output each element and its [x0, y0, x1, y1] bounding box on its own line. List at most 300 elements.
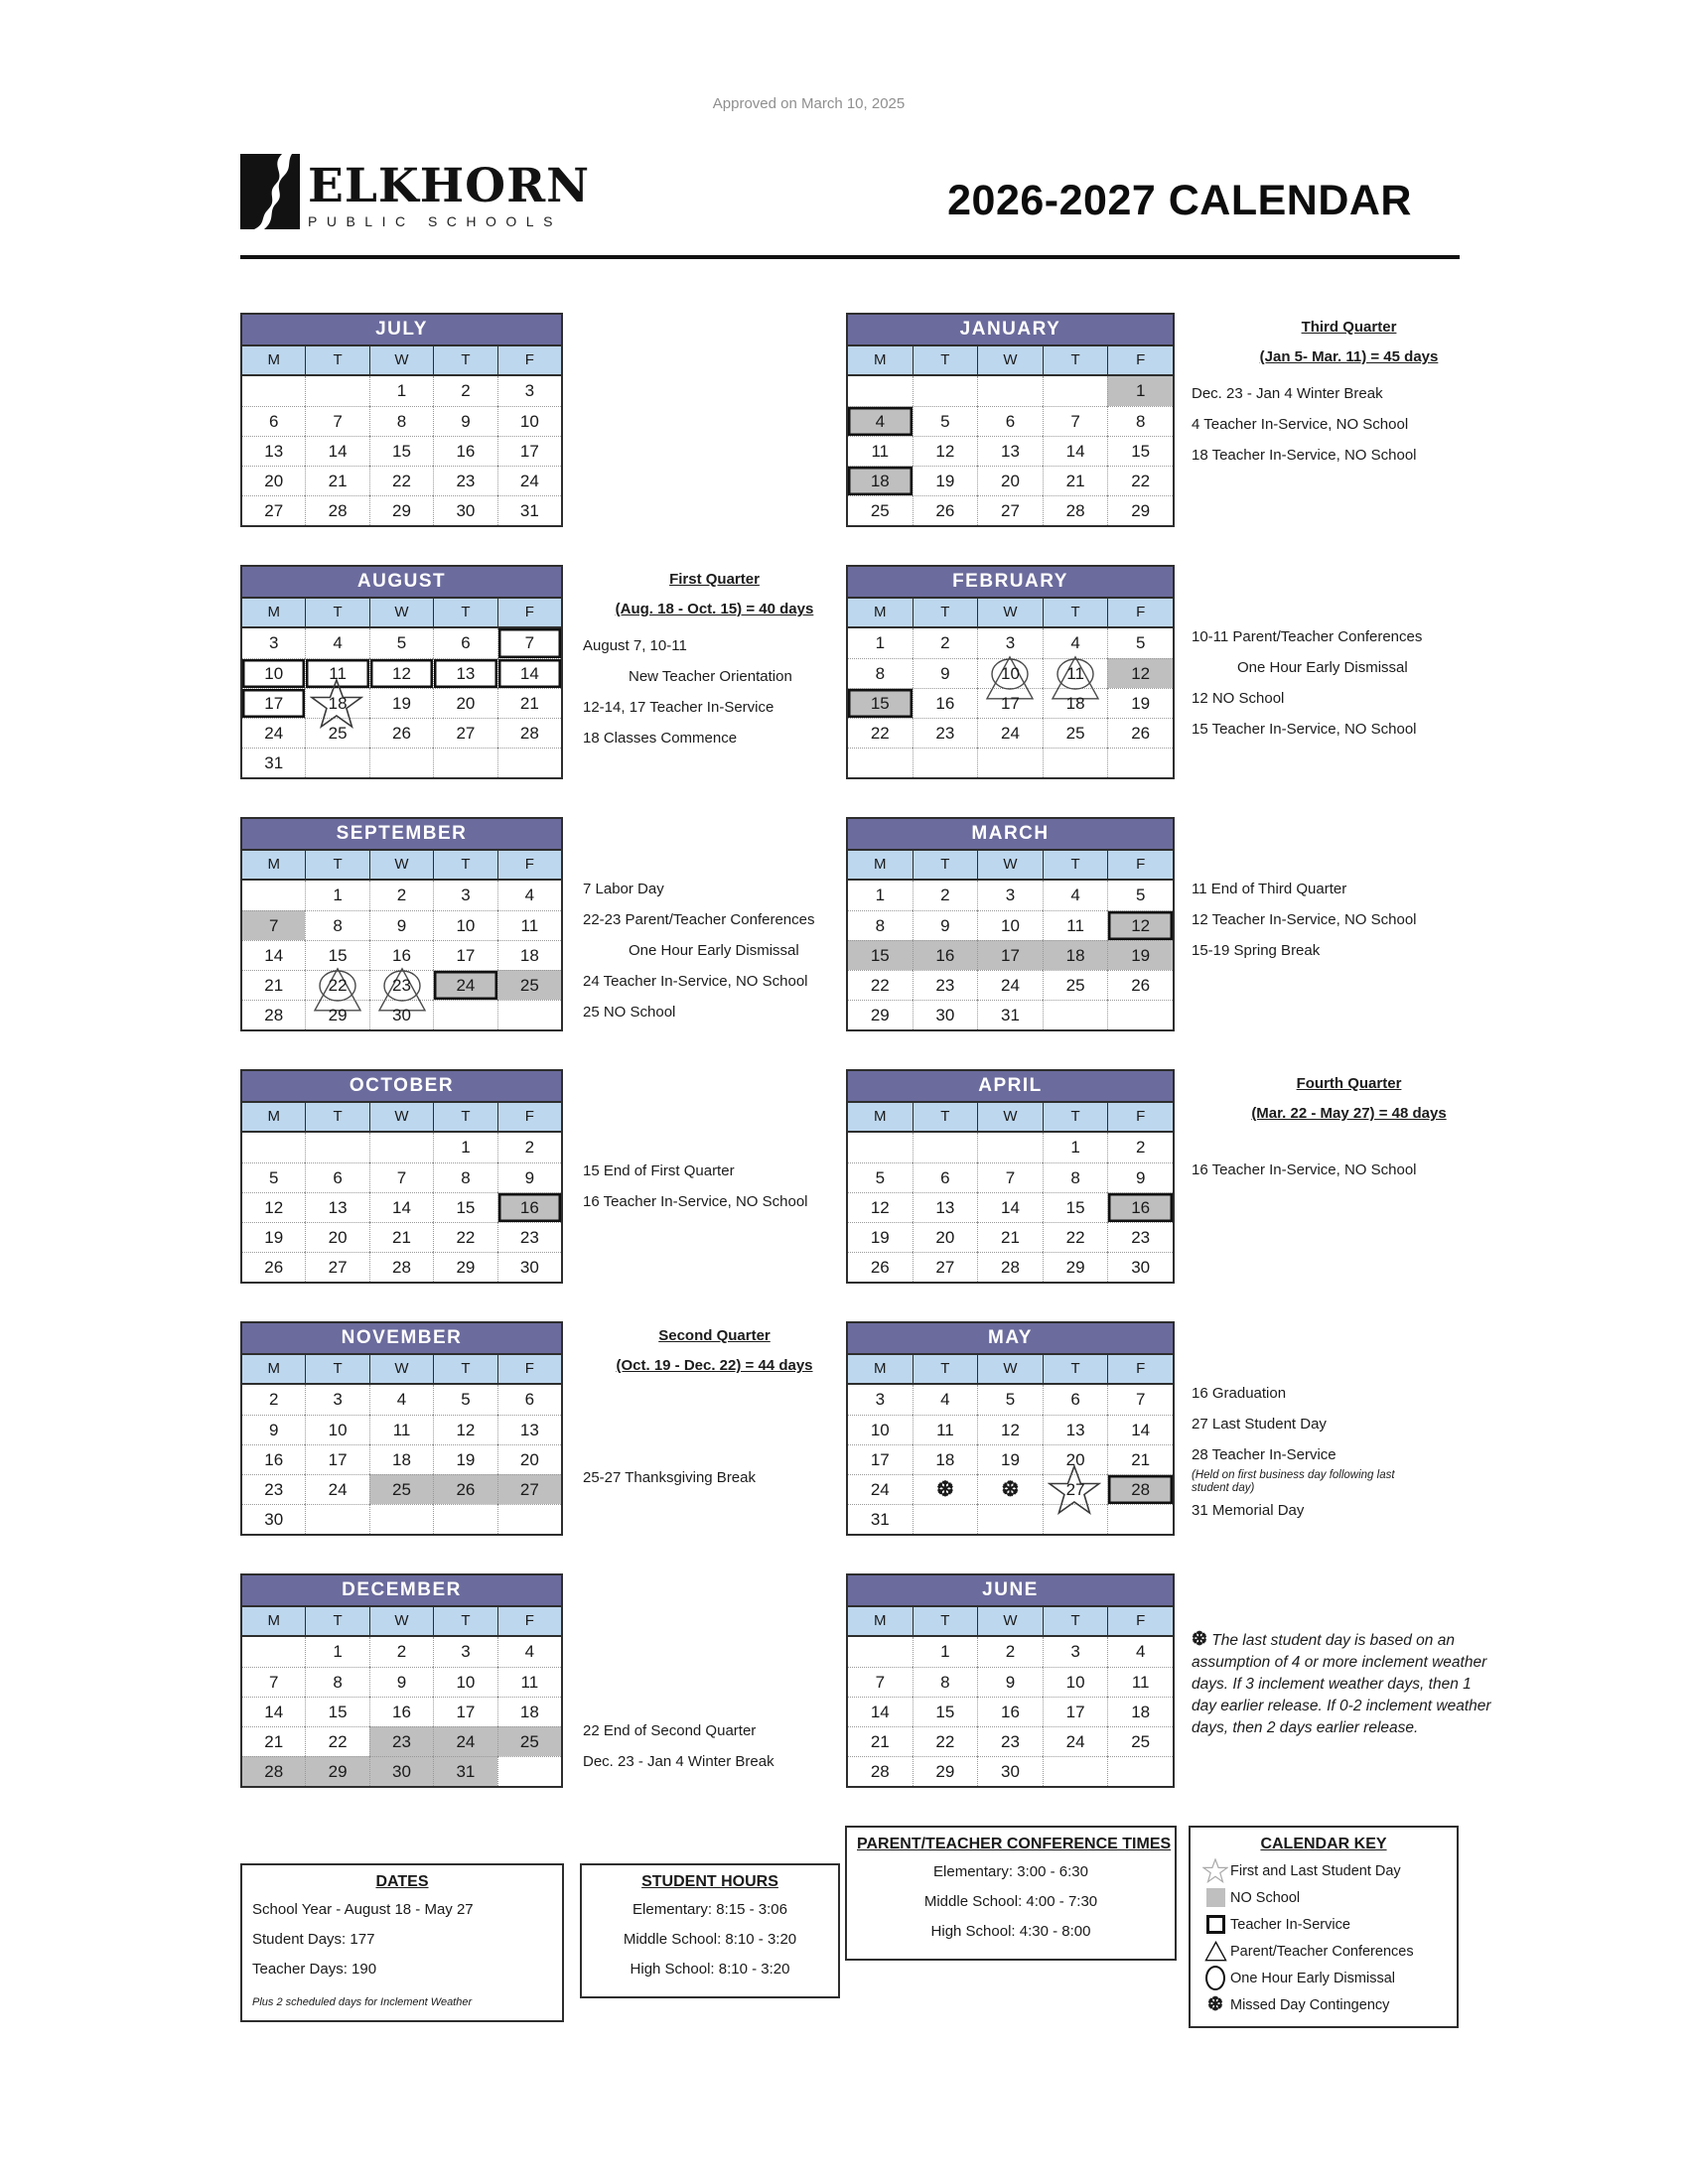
- day-number: 6: [524, 1390, 535, 1409]
- day-cell: [977, 748, 1043, 777]
- day-number: 29: [328, 1006, 348, 1024]
- note-line: 16 Teacher In-Service, NO School: [1192, 1161, 1417, 1178]
- day-cell: [305, 466, 368, 495]
- day-number: 15: [328, 1703, 348, 1721]
- day-cell: [1043, 688, 1108, 718]
- day-cell: [848, 376, 913, 406]
- day-number: 27: [328, 1258, 348, 1277]
- month-february: [846, 565, 1175, 779]
- day-cell: [1043, 1222, 1108, 1252]
- day-cell: [977, 1726, 1043, 1756]
- day-cell: [242, 688, 305, 718]
- calendar-row-1: [240, 313, 1506, 527]
- day-cell: [497, 1667, 561, 1697]
- day-number: 23: [519, 1228, 539, 1247]
- day-cell: [305, 1756, 368, 1786]
- notes-third-quarter: [1192, 313, 1506, 527]
- day-cell: [305, 1444, 368, 1474]
- day-cell: [977, 718, 1043, 748]
- weekday-label: T: [1043, 599, 1108, 626]
- note-line: 4 Teacher In-Service, NO School: [1192, 416, 1409, 433]
- day-cell: [1043, 1697, 1108, 1726]
- quarter-range: (Aug. 18 - Oct. 15) = 40 days: [615, 601, 814, 617]
- notes-december: [583, 1573, 846, 1788]
- month-title: APRIL: [848, 1071, 1173, 1103]
- month-title: SEPTEMBER: [242, 819, 561, 851]
- day-cell: [1107, 1474, 1173, 1504]
- day-cell: [1043, 1637, 1108, 1667]
- weekday-label: F: [497, 1607, 561, 1635]
- key-icon-cell: [1200, 1995, 1230, 2014]
- day-number: 27: [456, 724, 476, 743]
- day-cell: [977, 1000, 1043, 1029]
- day-cell: [242, 658, 305, 688]
- weekday-label: M: [874, 856, 887, 873]
- quarter-range: (Jan 5- Mar. 11) = 45 days: [1259, 348, 1439, 365]
- day-cell: [369, 1444, 433, 1474]
- day-number: 27: [264, 501, 284, 520]
- day-cell: [497, 748, 561, 777]
- calendar-key-title: CALENDAR KEY: [1260, 1836, 1387, 1852]
- day-cell: [242, 1726, 305, 1756]
- calendar-row-5: [240, 1321, 1506, 1536]
- day-cell: [305, 1000, 368, 1029]
- day-cell: [1107, 1133, 1173, 1162]
- key-item: [1200, 1965, 1447, 1991]
- day-cell: [977, 1444, 1043, 1474]
- day-cell: [1043, 881, 1108, 910]
- day-cell: [242, 1133, 305, 1162]
- day-number: 21: [328, 472, 348, 490]
- day-number: 21: [1065, 472, 1085, 490]
- day-cell: [242, 748, 305, 777]
- day-number: 28: [1065, 501, 1085, 520]
- note-line: 16 Graduation: [1192, 1385, 1287, 1402]
- day-number: 27: [1065, 1480, 1085, 1499]
- key-icon-cell: [1200, 1858, 1230, 1883]
- day-number: 1: [333, 886, 343, 904]
- day-cell: [242, 1504, 305, 1534]
- week-row: [848, 436, 1173, 466]
- weekday-label: W: [977, 1355, 1043, 1383]
- weekday-label: F: [1107, 599, 1173, 626]
- key-icon-cell: [1200, 1888, 1230, 1907]
- day-number: 5: [268, 1168, 279, 1187]
- day-cell: [497, 1697, 561, 1726]
- day-number: 15: [456, 1198, 476, 1217]
- day-cell: [369, 406, 433, 436]
- quarter-range: (Oct. 19 - Dec. 22) = 44 days: [616, 1357, 813, 1374]
- day-cell: [242, 970, 305, 1000]
- day-cell: [913, 1192, 978, 1222]
- day-number: 19: [392, 694, 411, 713]
- day-number: 22: [870, 976, 890, 995]
- day-cell: [305, 688, 368, 718]
- week-row: [848, 718, 1173, 748]
- day-cell: [497, 1385, 561, 1415]
- day-cell: [242, 1697, 305, 1726]
- day-number: 28: [392, 1258, 411, 1277]
- day-cell: [497, 466, 561, 495]
- day-cell: [1107, 1697, 1173, 1726]
- day-cell: [369, 1697, 433, 1726]
- week-row: [848, 1474, 1173, 1504]
- snowflake-icon: ❆: [1192, 1629, 1207, 1650]
- day-number: 24: [870, 1480, 890, 1499]
- day-cell: [848, 718, 913, 748]
- day-number: 4: [1135, 1642, 1146, 1661]
- day-cell: [305, 881, 368, 910]
- day-cell: [242, 718, 305, 748]
- day-cell: [1043, 436, 1108, 466]
- day-cell: [369, 1504, 433, 1534]
- day-cell: [497, 1474, 561, 1504]
- day-cell: [497, 406, 561, 436]
- day-cell: [913, 748, 978, 777]
- bottom-info-row: [240, 1826, 1506, 2028]
- key-item: [1200, 1991, 1447, 2018]
- day-number: 8: [333, 1673, 343, 1692]
- day-number: 7: [268, 1673, 279, 1692]
- note-line: August 7, 10-11: [583, 637, 687, 654]
- day-cell: [242, 1474, 305, 1504]
- quarter-title: Second Quarter: [658, 1327, 771, 1344]
- day-cell: [242, 466, 305, 495]
- day-cell: [433, 658, 496, 688]
- day-cell: [1107, 748, 1173, 777]
- day-number: 15: [1131, 442, 1151, 461]
- header-rule: [240, 255, 1460, 259]
- day-cell: [369, 1385, 433, 1415]
- weekday-label: M: [267, 856, 280, 873]
- day-cell: [242, 1444, 305, 1474]
- day-number: 9: [940, 664, 950, 683]
- day-number: 23: [392, 1732, 411, 1751]
- day-number: 18: [935, 1450, 955, 1469]
- weekday-label: F: [497, 851, 561, 879]
- day-number: 6: [333, 1168, 343, 1187]
- week-row: [242, 436, 561, 466]
- day-cell: [1043, 1415, 1108, 1444]
- day-cell: [848, 466, 913, 495]
- day-number: 16: [392, 1703, 411, 1721]
- day-number: 9: [268, 1421, 279, 1439]
- note-line: 11 End of Third Quarter: [1192, 881, 1347, 897]
- day-number: 10: [1001, 664, 1020, 683]
- day-cell: [433, 688, 496, 718]
- day-number: 14: [1065, 442, 1085, 461]
- day-cell: [305, 406, 368, 436]
- week-row: [848, 1415, 1173, 1444]
- week-row: [242, 1637, 561, 1667]
- weekday-label: M: [874, 604, 887, 620]
- day-number: 23: [935, 724, 955, 743]
- day-cell: [497, 940, 561, 970]
- notes-february: [1192, 565, 1506, 779]
- week-row: [242, 1000, 561, 1029]
- note-footnote: (Held on first business day following last student day): [1192, 1469, 1395, 1494]
- day-cell: [433, 436, 496, 466]
- day-cell: [848, 910, 913, 940]
- day-cell: [1043, 628, 1108, 658]
- day-number: 31: [519, 501, 539, 520]
- day-number: 28: [328, 501, 348, 520]
- day-cell: [497, 1252, 561, 1282]
- key-label: Parent/Teacher Conferences: [1230, 1943, 1414, 1960]
- day-cell: [1107, 1756, 1173, 1786]
- note-line: 27 Last Student Day: [1192, 1416, 1327, 1433]
- day-cell: [1043, 1504, 1108, 1534]
- note-line: 18 Classes Commence: [583, 730, 738, 747]
- day-cell: [848, 436, 913, 466]
- day-number: 16: [1001, 1703, 1020, 1721]
- day-number: 31: [456, 1762, 476, 1781]
- day-number: 14: [392, 1198, 411, 1217]
- day-cell: [1107, 1162, 1173, 1192]
- day-number: 5: [1135, 633, 1146, 652]
- day-number: 18: [328, 694, 348, 713]
- day-cell: [1107, 1385, 1173, 1415]
- note-line: 12 Teacher In-Service, NO School: [1192, 911, 1417, 928]
- weekday-header: [242, 851, 561, 881]
- day-cell: [369, 1415, 433, 1444]
- day-number: 7: [1135, 1390, 1146, 1409]
- day-cell: [1107, 910, 1173, 940]
- key-label: Teacher In-Service: [1230, 1916, 1350, 1933]
- day-number: 26: [1131, 976, 1151, 995]
- day-cell: [1043, 1667, 1108, 1697]
- day-cell: [242, 495, 305, 525]
- day-cell: [1107, 376, 1173, 406]
- day-number: 26: [264, 1258, 284, 1277]
- day-number: 4: [940, 1390, 950, 1409]
- weekday-label: T: [305, 1103, 368, 1131]
- day-cell: [913, 970, 978, 1000]
- day-cell: [369, 940, 433, 970]
- day-cell: [369, 910, 433, 940]
- day-number: 18: [392, 1450, 411, 1469]
- notes-first-quarter: [583, 565, 846, 779]
- note-line: 15 Teacher In-Service, NO School: [1192, 721, 1417, 738]
- day-number: 30: [264, 1510, 284, 1529]
- key-item: [1200, 1857, 1447, 1884]
- day-cell: [1043, 1192, 1108, 1222]
- month-march: [846, 817, 1175, 1031]
- day-cell: [497, 1444, 561, 1474]
- student-hours-line: Middle School: 8:10 - 3:20: [623, 1931, 797, 1948]
- weekday-label: T: [305, 851, 368, 879]
- weekday-label: W: [369, 599, 433, 626]
- day-cell: [369, 1756, 433, 1786]
- day-cell: [242, 910, 305, 940]
- week-row: [848, 940, 1173, 970]
- day-cell: [1107, 1252, 1173, 1282]
- calendar-row-3: [240, 817, 1506, 1031]
- day-cell: [977, 495, 1043, 525]
- day-cell: [913, 1504, 978, 1534]
- day-cell: [242, 1252, 305, 1282]
- day-cell: [913, 1415, 978, 1444]
- day-cell: [977, 940, 1043, 970]
- day-number: 23: [456, 472, 476, 490]
- day-number: 14: [1131, 1421, 1151, 1439]
- day-cell: [913, 1252, 978, 1282]
- week-row: [242, 628, 561, 658]
- day-number: 14: [264, 1703, 284, 1721]
- day-cell: [305, 1192, 368, 1222]
- day-cell: [1107, 1667, 1173, 1697]
- notes-second-quarter: [583, 1321, 846, 1536]
- week-row: [242, 688, 561, 718]
- quarter-range: (Mar. 22 - May 27) = 48 days: [1251, 1105, 1447, 1122]
- day-cell: [242, 1667, 305, 1697]
- day-cell: [977, 1162, 1043, 1192]
- month-august: [240, 565, 563, 779]
- month-title: AUGUST: [242, 567, 561, 599]
- day-number: 21: [519, 694, 539, 713]
- day-cell: [913, 881, 978, 910]
- week-row: [848, 466, 1173, 495]
- note-line: 18 Teacher In-Service, NO School: [1192, 447, 1417, 464]
- day-number: 16: [935, 946, 955, 965]
- weekday-label: F: [1107, 346, 1173, 374]
- weekday-header: [848, 1355, 1173, 1385]
- day-number: 20: [456, 694, 476, 713]
- day-cell: [1043, 1162, 1108, 1192]
- day-number: 7: [268, 916, 279, 935]
- day-number: 17: [1065, 1703, 1085, 1721]
- weekday-label: F: [1107, 1103, 1173, 1131]
- day-cell: [242, 376, 305, 406]
- weekday-label: W: [977, 599, 1043, 626]
- day-number: 16: [456, 442, 476, 461]
- day-number: 20: [1065, 1450, 1085, 1469]
- key-item: [1200, 1884, 1447, 1911]
- day-number: 19: [1131, 946, 1151, 965]
- day-number: 10: [870, 1421, 890, 1439]
- day-cell: [242, 1385, 305, 1415]
- day-number: 11: [1066, 664, 1084, 683]
- day-cell: [1043, 466, 1108, 495]
- week-row: [242, 1474, 561, 1504]
- day-cell: [977, 406, 1043, 436]
- day-number: 3: [1070, 1642, 1080, 1661]
- day-number: 30: [1001, 1762, 1020, 1781]
- day-number: 2: [268, 1390, 279, 1409]
- weekday-label: T: [1043, 346, 1108, 374]
- weekday-label: T: [305, 1607, 368, 1635]
- week-row: [242, 1162, 561, 1192]
- day-number: 11: [871, 442, 890, 461]
- day-number: 2: [461, 381, 471, 400]
- day-number: 3: [461, 886, 471, 904]
- day-number: 2: [396, 1642, 407, 1661]
- week-row: [848, 1162, 1173, 1192]
- day-number: 20: [519, 1450, 539, 1469]
- weekday-label: W: [369, 1103, 433, 1131]
- day-cell: [1043, 1000, 1108, 1029]
- student-hours-line: High School: 8:10 - 3:20: [630, 1961, 790, 1978]
- month-september: [240, 817, 563, 1031]
- day-number: 16: [935, 694, 955, 713]
- day-number: 1: [461, 1138, 471, 1157]
- week-row: [242, 1385, 561, 1415]
- day-number: 4: [333, 633, 343, 652]
- day-number: 9: [396, 916, 407, 935]
- day-number: 14: [519, 664, 539, 683]
- day-cell: [848, 1637, 913, 1667]
- day-cell: [433, 1385, 496, 1415]
- weekday-header: [848, 346, 1173, 376]
- day-cell: [913, 376, 978, 406]
- day-cell: [1107, 1000, 1173, 1029]
- day-cell: [977, 910, 1043, 940]
- month-title: DECEMBER: [242, 1575, 561, 1607]
- day-number: 10: [456, 1673, 476, 1692]
- day-cell: [977, 881, 1043, 910]
- month-title: FEBRUARY: [848, 567, 1173, 599]
- day-cell: [369, 748, 433, 777]
- day-cell: [497, 1637, 561, 1667]
- day-cell: [305, 940, 368, 970]
- day-cell: [1107, 1726, 1173, 1756]
- day-cell: [242, 1222, 305, 1252]
- day-number: 10: [264, 664, 284, 683]
- day-number: 28: [870, 1762, 890, 1781]
- day-cell: [977, 1385, 1043, 1415]
- conference-times-title: PARENT/TEACHER CONFERENCE TIMES: [857, 1836, 1172, 1852]
- note-line: 31 Memorial Day: [1192, 1502, 1305, 1519]
- week-row: [242, 1133, 561, 1162]
- day-number: 8: [875, 664, 886, 683]
- day-number: 5: [875, 1168, 886, 1187]
- day-cell: [1107, 406, 1173, 436]
- key-icon-cell: [1200, 1966, 1230, 1990]
- day-cell: [305, 1385, 368, 1415]
- day-cell: [433, 1252, 496, 1282]
- day-cell: [848, 406, 913, 436]
- day-number: 12: [392, 664, 411, 683]
- weekday-label: M: [267, 604, 280, 620]
- day-number: 9: [1135, 1168, 1146, 1187]
- day-number: 26: [1131, 724, 1151, 743]
- day-cell: [369, 1637, 433, 1667]
- weekday-label: T: [913, 346, 978, 374]
- day-cell: [1043, 1756, 1108, 1786]
- day-cell: [433, 1697, 496, 1726]
- day-number: 25: [519, 1732, 539, 1751]
- day-cell: [369, 1726, 433, 1756]
- day-number: 4: [1070, 633, 1080, 652]
- day-cell: [369, 1222, 433, 1252]
- day-cell: [848, 1192, 913, 1222]
- week-row: [242, 1667, 561, 1697]
- day-cell: [305, 1133, 368, 1162]
- day-number: 31: [1001, 1006, 1020, 1024]
- weekday-header: [848, 851, 1173, 881]
- week-row: [848, 1697, 1173, 1726]
- day-number: 17: [456, 1703, 476, 1721]
- day-cell: [497, 1162, 561, 1192]
- note-line: 15-19 Spring Break: [1192, 942, 1321, 959]
- day-number: 24: [328, 1480, 348, 1499]
- day-cell: [369, 970, 433, 1000]
- week-row: [848, 1000, 1173, 1029]
- day-number: 29: [328, 1762, 348, 1781]
- day-cell: [433, 466, 496, 495]
- day-number: 8: [461, 1168, 471, 1187]
- day-cell: [848, 1222, 913, 1252]
